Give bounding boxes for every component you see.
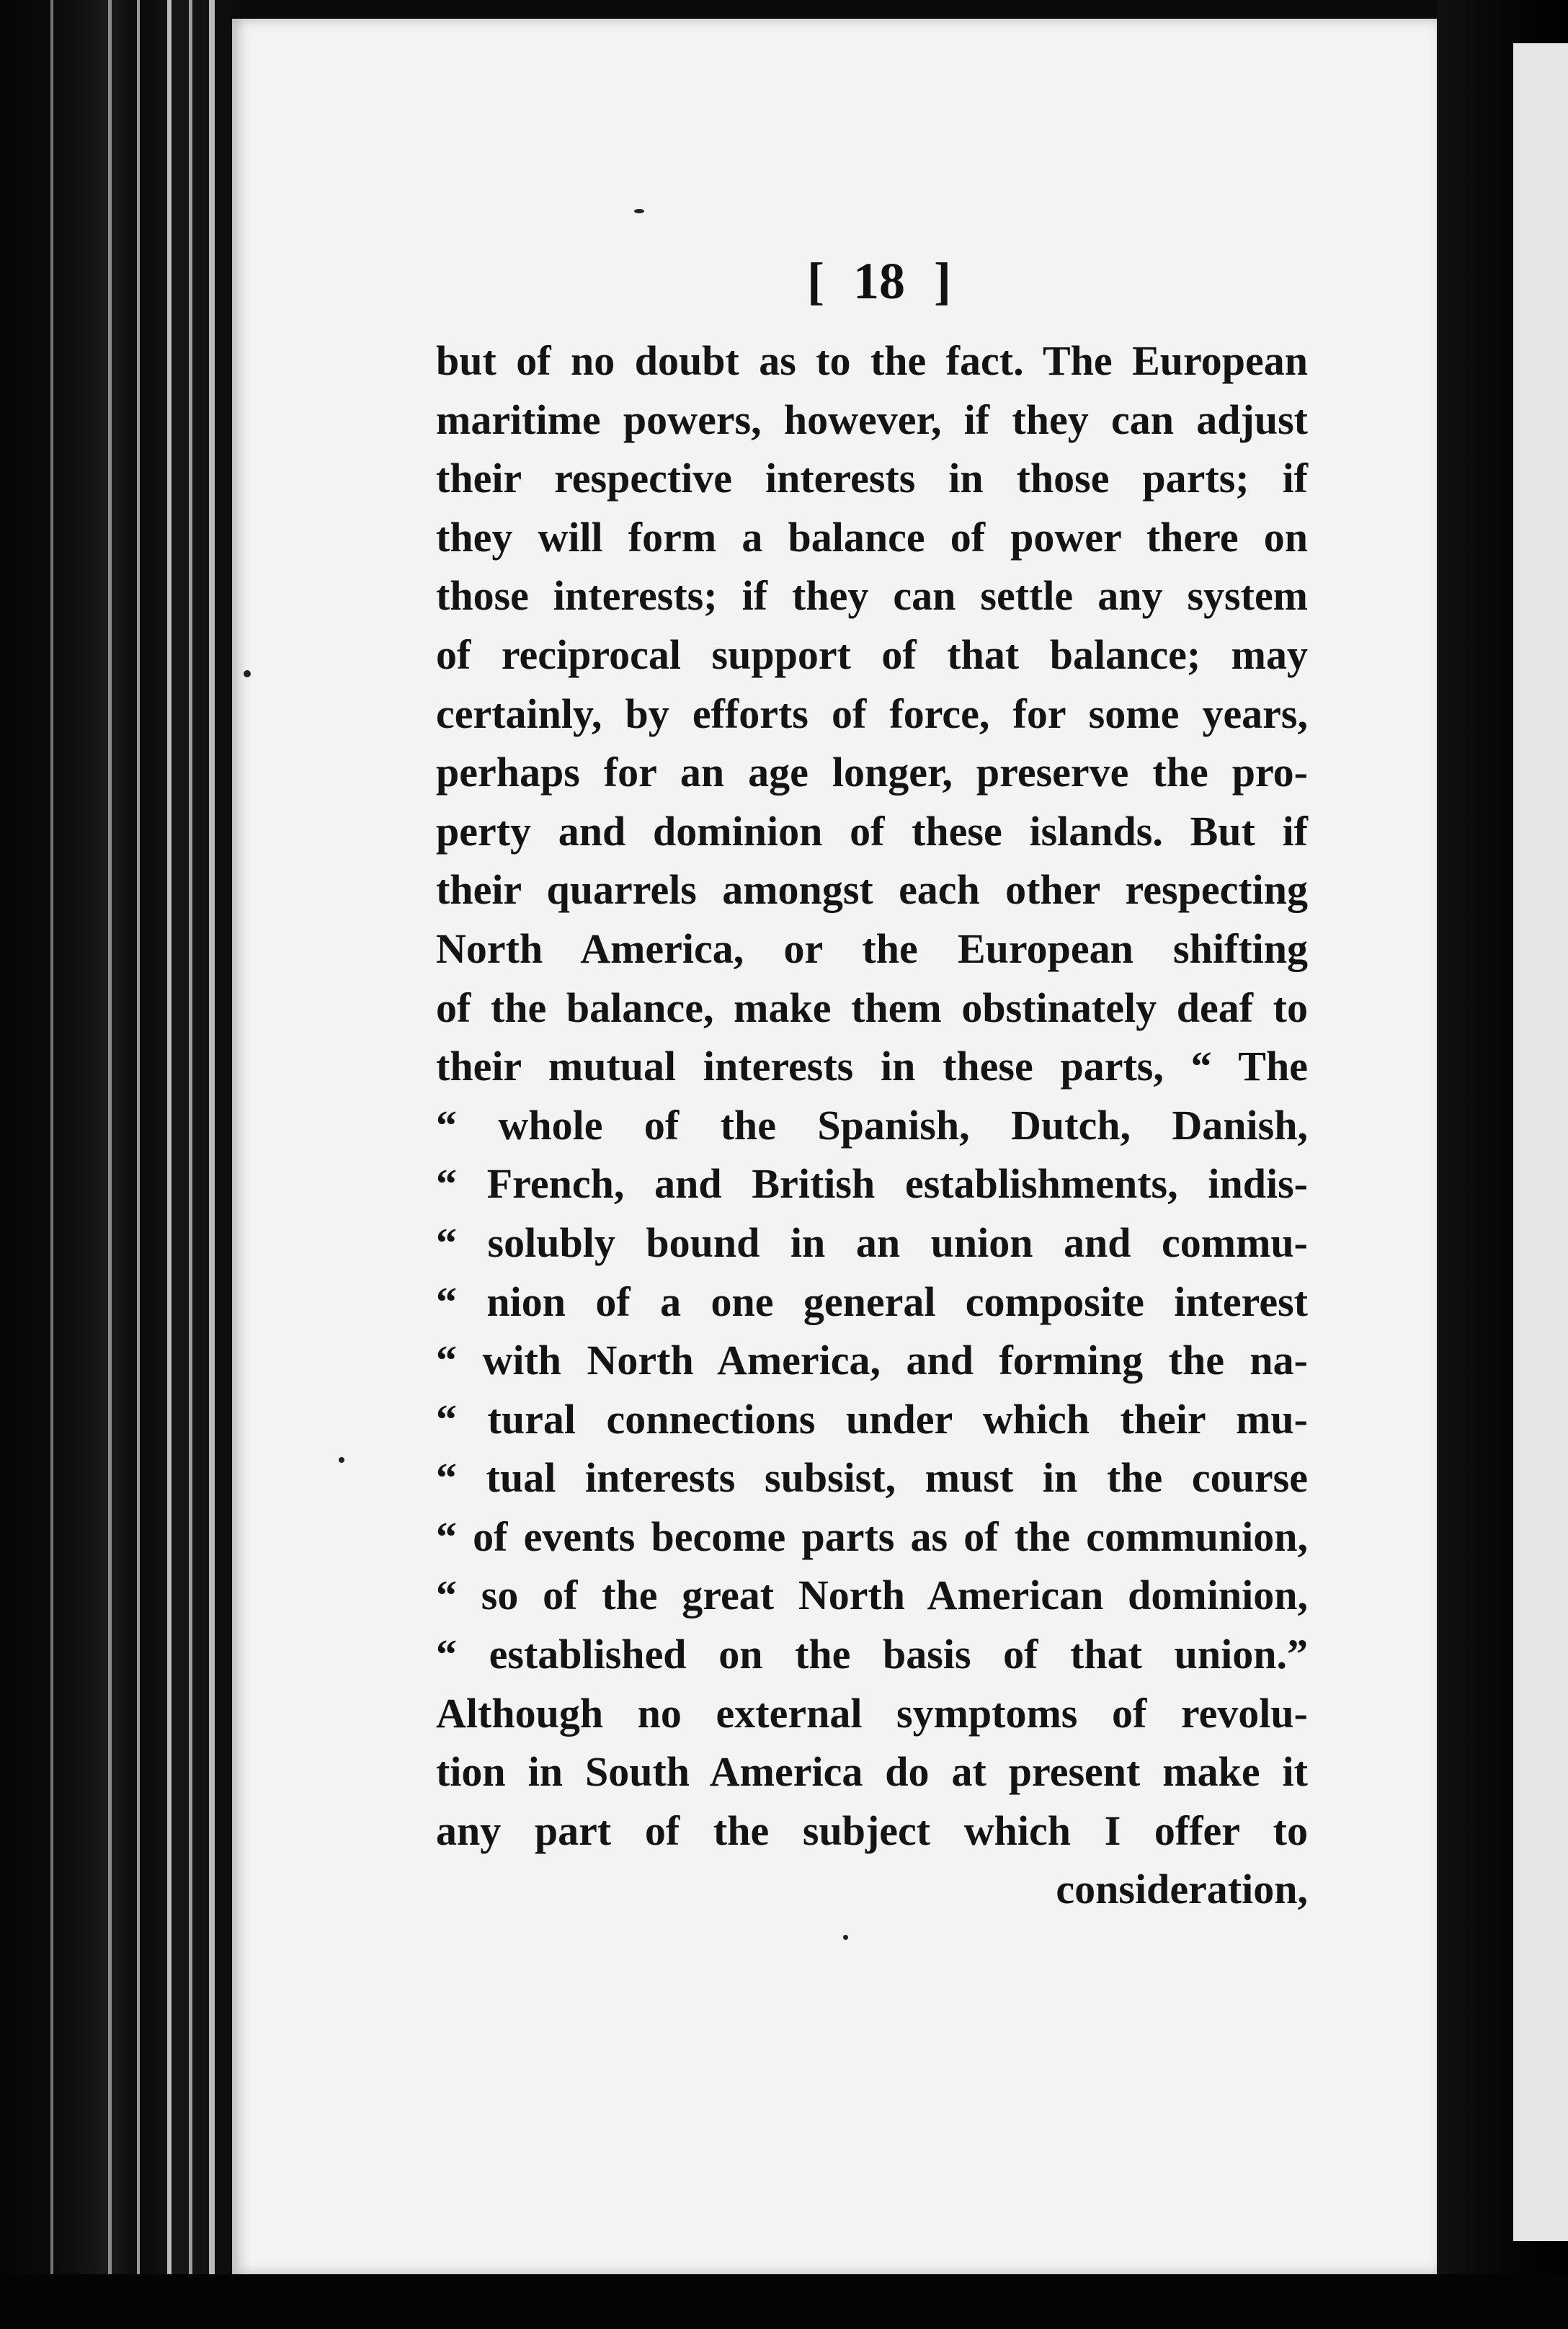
text-line: their mutual interests in these parts, “ The xyxy=(436,1043,1308,1090)
text-line: Although no external symptoms of revolu- xyxy=(436,1689,1308,1737)
text-line: “ solubly bound in an union and commu- xyxy=(436,1219,1308,1266)
text-line: “ so of the great North American dominion, xyxy=(436,1572,1308,1619)
bracket-left: [ xyxy=(807,251,824,310)
text-line: “ whole of the Spanish, Dutch, Danish, xyxy=(436,1101,1308,1149)
catchword: consideration, xyxy=(1056,1866,1308,1913)
page-number-value: 18 xyxy=(853,251,905,310)
text-line: “ tural connections under which their mu- xyxy=(436,1395,1308,1443)
text-line: perhaps for an age longer, preserve the pro- xyxy=(436,749,1308,796)
text-line: their respective interests in those parts; if xyxy=(436,455,1308,502)
text-line: they will form a balance of power there on xyxy=(436,513,1308,561)
page-number xyxy=(749,238,1009,324)
text-line: perty and dominion of these islands. But if xyxy=(436,807,1308,855)
ink-speck xyxy=(244,670,251,677)
scan-bottom-border xyxy=(0,2274,1568,2329)
text-line: of reciprocal support of that balance; may xyxy=(436,631,1308,678)
book-edge-left xyxy=(0,0,238,2329)
bracket-right: ] xyxy=(934,251,951,310)
ink-speck xyxy=(843,1935,848,1940)
text-line: “ of events become parts as of the communion, xyxy=(436,1513,1308,1560)
text-line: “ with North America, and forming the na- xyxy=(436,1337,1308,1384)
text-line: but of no doubt as to the fact. The European xyxy=(436,337,1308,384)
text-line: “ French, and British establishments, indis- xyxy=(436,1160,1308,1208)
ink-speck xyxy=(339,1457,344,1463)
body-text xyxy=(436,331,1308,1919)
text-line: any part of the subject which I offer to xyxy=(436,1807,1308,1854)
text-line: their quarrels amongst each other respecting xyxy=(436,866,1308,914)
text-line: tion in South America do at present make it xyxy=(436,1748,1308,1796)
ink-speck xyxy=(634,209,644,213)
text-line: “ established on the basis of that union.” xyxy=(436,1631,1308,1678)
text-line: North America, or the European shifting xyxy=(436,925,1308,972)
text-line: “ tual interests subsist, must in the course xyxy=(436,1454,1308,1502)
text-line: certainly, by efforts of force, for some years, xyxy=(436,690,1308,737)
facing-page-sliver xyxy=(1513,43,1568,2241)
text-line: of the balance, make them obstinately deaf to xyxy=(436,984,1308,1031)
text-line: maritime powers, however, if they can adjust xyxy=(436,396,1308,443)
text-line: “ nion of a one general composite interest xyxy=(436,1278,1308,1325)
text-line: those interests; if they can settle any system xyxy=(436,572,1308,620)
